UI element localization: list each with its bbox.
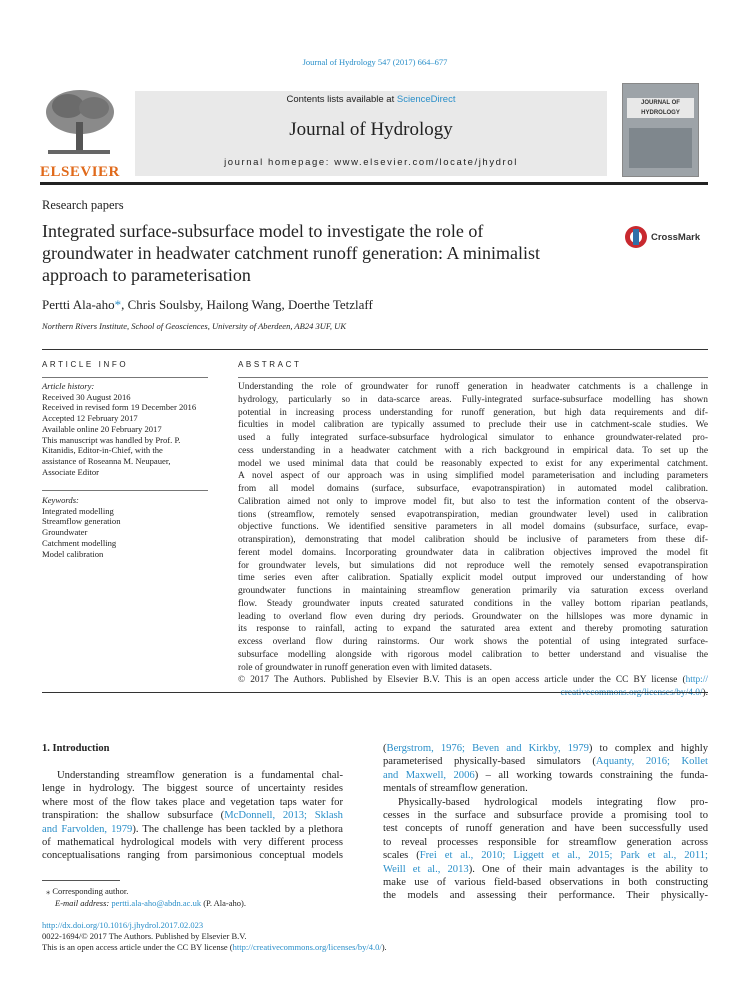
abstract-line: hydrology, particularly so in data-scarce areas. Fully-integrated surface-subsurface modelling has shown bbox=[238, 394, 708, 405]
keywords-label: Keywords: bbox=[42, 495, 79, 505]
abstract-line: subsurface modelling alongside with rigorous model calibration to better understand and visualise the bbox=[238, 649, 708, 660]
text-segment: conceptualisations ranging from parsimonious conceptual models bbox=[42, 850, 343, 862]
text-segment: the models and assessing their performance. Their physically- bbox=[383, 890, 708, 902]
keyword: Streamflow generation bbox=[42, 516, 121, 527]
affiliation: Northern Rivers Institute, School of Geosciences, University of Aberdeen, AB24 3UF, UK bbox=[42, 321, 346, 331]
section-heading: 1. Introduction bbox=[42, 743, 110, 754]
text-segment: test concepts of runoff generation and have been successfully used bbox=[383, 823, 708, 835]
email-suffix: (P. Ala-aho). bbox=[201, 898, 246, 908]
footnote bbox=[46, 885, 246, 909]
history-item: Accepted 12 February 2017 bbox=[42, 413, 138, 424]
text-line bbox=[383, 755, 708, 768]
citation-link[interactable]: Bergstrom, 1976; Beven and Kirkby, 1979 bbox=[386, 743, 589, 754]
intro-left-column bbox=[42, 769, 343, 863]
text-line bbox=[42, 809, 343, 822]
citation-link[interactable]: Frei et al., 2010; Liggett et al., 2015; Park et al., 2011; bbox=[419, 850, 708, 862]
journal-reference[interactable]: Journal of Hydrology 547 (2017) 664–677 bbox=[302, 57, 448, 67]
journal-title: Journal of Hydrology bbox=[289, 119, 453, 140]
license-text: © 2017 The Authors. Published by Elsevier B.V. This is an open access article under the CC BY license ( bbox=[238, 675, 686, 685]
citation-link[interactable]: McDonnell, 2013; Sklash bbox=[224, 810, 343, 822]
text-line bbox=[383, 863, 708, 876]
contents-text: Contents lists available at bbox=[286, 94, 397, 105]
text-line bbox=[42, 836, 343, 849]
abstract-line: flow. Steady groundwater inputs created saturated conditions in the valley bottom riparian peatlands, bbox=[238, 598, 708, 609]
abstract-heading: ABSTRACT bbox=[238, 360, 302, 369]
oa-license-link[interactable]: http://creativecommons.org/licenses/by/4.0/ bbox=[232, 942, 382, 952]
text-line bbox=[383, 782, 708, 795]
crossmark-label: CrossMark bbox=[651, 231, 701, 243]
title-line: Integrated surface-subsurface model to investigate the role of bbox=[42, 221, 484, 241]
citation-link[interactable]: and Maxwell, 2006 bbox=[383, 769, 475, 781]
abstract-line: ferent model domains. Incorporating groundwater data in calibration objectives improved the model fit bbox=[238, 547, 708, 558]
text-line bbox=[383, 796, 708, 809]
text-line bbox=[383, 822, 708, 835]
text-segment: ). The challenge has been tackled by a plethora bbox=[132, 823, 343, 835]
text-line bbox=[383, 849, 708, 862]
text-segment: make use of various field-based observations in both constructing bbox=[383, 877, 708, 889]
text-line bbox=[42, 769, 343, 782]
keyword: Integrated modelling bbox=[42, 505, 114, 516]
text-segment: mentals of streamflow generation. bbox=[383, 783, 528, 795]
bottom-info bbox=[42, 920, 387, 953]
abstract-line: used a fully integrated surface-subsurface hydrological simulator to enhance groundwater-related pro- bbox=[238, 433, 708, 443]
issn-line: 0022-1694/© 2017 The Authors. Published by Elsevier B.V. bbox=[42, 931, 247, 941]
abstract-line: A novel aspect of our approach was in using simplified model parameterisation and including parameters bbox=[238, 471, 708, 482]
journal-header-box bbox=[135, 91, 607, 176]
email-link[interactable]: pertti.ala-aho@abdn.ac.uk bbox=[111, 898, 202, 908]
homepage-label: journal homepage: bbox=[224, 157, 335, 168]
history-item: This manuscript was handled by Prof. P. bbox=[42, 434, 181, 445]
text-segment: parameterised physically-based simulators ( bbox=[383, 756, 596, 768]
abstract-line: cess understanding in a headwater catchment with a rich background in empirical data. To set up the bbox=[238, 445, 708, 456]
abstract-line: Understanding the role of groundwater for runoff generation in headwater catchments is a challenge in bbox=[238, 382, 708, 392]
doi-link[interactable]: http://dx.doi.org/10.1016/j.jhydrol.2017.02.023 bbox=[42, 920, 204, 930]
homepage-link[interactable]: www.elsevier.com/locate/jhydrol bbox=[334, 157, 518, 168]
history-item: Received in revised form 19 December 2016 bbox=[42, 402, 197, 413]
keyword: Model calibration bbox=[42, 548, 104, 559]
text-segment: to reveal processes responsible for streamflow generation across bbox=[383, 836, 708, 848]
divider bbox=[42, 349, 708, 350]
contents-line bbox=[135, 94, 607, 105]
article-info-heading: ARTICLE INFO bbox=[42, 360, 129, 369]
co-authors: , Chris Soulsby, Hailong Wang, Doerthe Tetzlaff bbox=[121, 297, 373, 312]
author-name[interactable]: Pertti Ala-aho bbox=[42, 297, 115, 312]
text-line bbox=[42, 796, 343, 809]
text-line bbox=[383, 769, 708, 782]
section-label: Research papers bbox=[42, 198, 124, 212]
citation-link[interactable]: Weill et al., 2013 bbox=[383, 863, 469, 875]
journal-cover-image[interactable] bbox=[622, 83, 699, 177]
text-line bbox=[42, 823, 343, 836]
text-line bbox=[383, 742, 708, 755]
cover-title: JOURNAL OF HYDROLOGY bbox=[627, 98, 694, 118]
author-list bbox=[42, 297, 373, 313]
abstract-text bbox=[238, 381, 708, 674]
abstract-line: Calibration aimed not only to improve model fit, but also to test the information content of the observa- bbox=[238, 496, 708, 507]
homepage-line bbox=[135, 157, 607, 168]
text-segment: ) – all working towards constraining the funda- bbox=[474, 769, 708, 781]
article-history bbox=[42, 381, 196, 477]
oa-text: This is an open access article under the CC BY license ( bbox=[42, 942, 233, 952]
text-segment: ( bbox=[383, 743, 387, 754]
elsevier-logo[interactable] bbox=[40, 86, 120, 180]
title-line: approach to parameterisation bbox=[42, 265, 251, 285]
divider bbox=[42, 490, 208, 491]
crossmark-icon bbox=[624, 225, 648, 249]
divider bbox=[42, 377, 208, 378]
keywords bbox=[42, 495, 121, 559]
text-segment: Physically-based hydrological models integrating flow pro- bbox=[398, 796, 708, 808]
sciencedirect-link[interactable]: ScienceDirect bbox=[396, 94, 456, 105]
text-line bbox=[383, 889, 708, 902]
abstract-line: ficulties in model calibration are typically assumed to preclude their use in catchment-scale studies. We bbox=[238, 420, 708, 431]
citation-link[interactable]: and Farvolden, 1979 bbox=[42, 823, 133, 835]
abstract-line: for groundwater levels, but simulations did not reproduce well the remotely sensed evapotranspiration bbox=[238, 560, 708, 571]
text-segment: cesses in the surface and subsurface provide a promising tool to bbox=[383, 810, 708, 822]
keyword: Groundwater bbox=[42, 527, 88, 538]
history-item: Associate Editor bbox=[42, 466, 100, 477]
abstract-line: its response to rainfall, acting to expand the saturated area extent and thereby promoting saturation bbox=[238, 624, 708, 635]
text-segment: where most of the flow takes place and vegetation taps water for bbox=[42, 796, 343, 808]
text-segment: ) to complex and highly bbox=[588, 743, 708, 754]
abstract-line: otranspiration), demonstrating that model calibration should be inclusive of parameters from these dif- bbox=[238, 535, 708, 545]
title-line: groundwater in headwater catchment runoff generation: A minimalist bbox=[42, 243, 541, 263]
corresponding-note: Corresponding author. bbox=[52, 886, 129, 896]
keyword: Catchment modelling bbox=[42, 537, 117, 548]
abstract-line: time series even after calibration. Spatially explicit model output improved our understanding of how bbox=[238, 573, 708, 584]
footnote-mark: ⁎ bbox=[46, 886, 51, 896]
abstract-line: potential in increasing process understanding for runoff generation, but high data requirements and dif- bbox=[238, 407, 708, 418]
text-segment: transpiration: the shallow subsurface ( bbox=[42, 810, 225, 822]
abstract-line: from all model domains (surface, subsurface, evapotranspiration) in automated model calibration. bbox=[238, 484, 708, 494]
history-item: Kitanidis, Editor-in-Chief, with the bbox=[42, 445, 163, 456]
text-segment: scales ( bbox=[383, 850, 420, 862]
abstract-license bbox=[238, 674, 708, 700]
abstract-line: tions (streamflow, remotely sensed evapotranspiration, median groundwater level) used in calibration bbox=[238, 509, 708, 520]
abstract-line: role of groundwater in runoff generation even with limited datasets. bbox=[238, 662, 492, 673]
citation-link[interactable]: Aquanty, 2016; Kollet bbox=[595, 756, 708, 768]
intro-right-column bbox=[383, 742, 708, 903]
text-line bbox=[42, 849, 343, 862]
divider bbox=[238, 377, 708, 378]
abstract-line: groundwater functions in maintaining streamflow generation primarily via saturation excess overland bbox=[238, 586, 708, 596]
corresponding-author-mark[interactable]: * bbox=[114, 297, 122, 312]
email-label: E-mail address: bbox=[55, 898, 112, 908]
text-segment: Understanding streamflow generation is a fundamental chal- bbox=[57, 770, 343, 781]
history-item: Received 30 August 2016 bbox=[42, 391, 131, 402]
text-segment: ). One of their main advantages is the ability to bbox=[468, 863, 708, 875]
oa-suffix: ). bbox=[381, 942, 387, 952]
text-segment: lenge in hydrology. The biggest source of uncertainty resides bbox=[42, 783, 343, 795]
elsevier-wordmark: ELSEVIER bbox=[40, 164, 120, 180]
text-line bbox=[42, 782, 343, 795]
abstract-line: excess overland flow during rainstorms. Our work shows the potential of using integrated surface- bbox=[238, 637, 708, 647]
crossmark-button[interactable] bbox=[624, 225, 700, 249]
text-line bbox=[383, 876, 708, 889]
header-rule bbox=[40, 182, 708, 185]
abstract-line: objective functions. We identified sensitive parameters in all model domains (subsurface, surface, evap- bbox=[238, 522, 708, 533]
text-segment: of mathematical hydrological models with very different process bbox=[42, 837, 343, 849]
article-title bbox=[42, 220, 540, 286]
footnote-rule bbox=[42, 880, 120, 881]
abstract-line: leading to overland flow even during dry periods. Groundwater on the hillslopes was more dynamic in bbox=[238, 611, 708, 622]
tree-icon bbox=[40, 86, 118, 158]
history-item: assistance of Roseanna M. Neupauer, bbox=[42, 455, 171, 466]
history-item: Available online 20 February 2017 bbox=[42, 423, 162, 434]
text-line bbox=[383, 809, 708, 822]
text-line bbox=[383, 836, 708, 849]
divider bbox=[42, 692, 708, 693]
license-link[interactable]: http:// bbox=[685, 675, 708, 685]
history-label: Article history: bbox=[42, 381, 95, 391]
abstract-line: model we used minimal data that could be reasonably expected to exist for any experimental catchment. bbox=[238, 458, 708, 469]
